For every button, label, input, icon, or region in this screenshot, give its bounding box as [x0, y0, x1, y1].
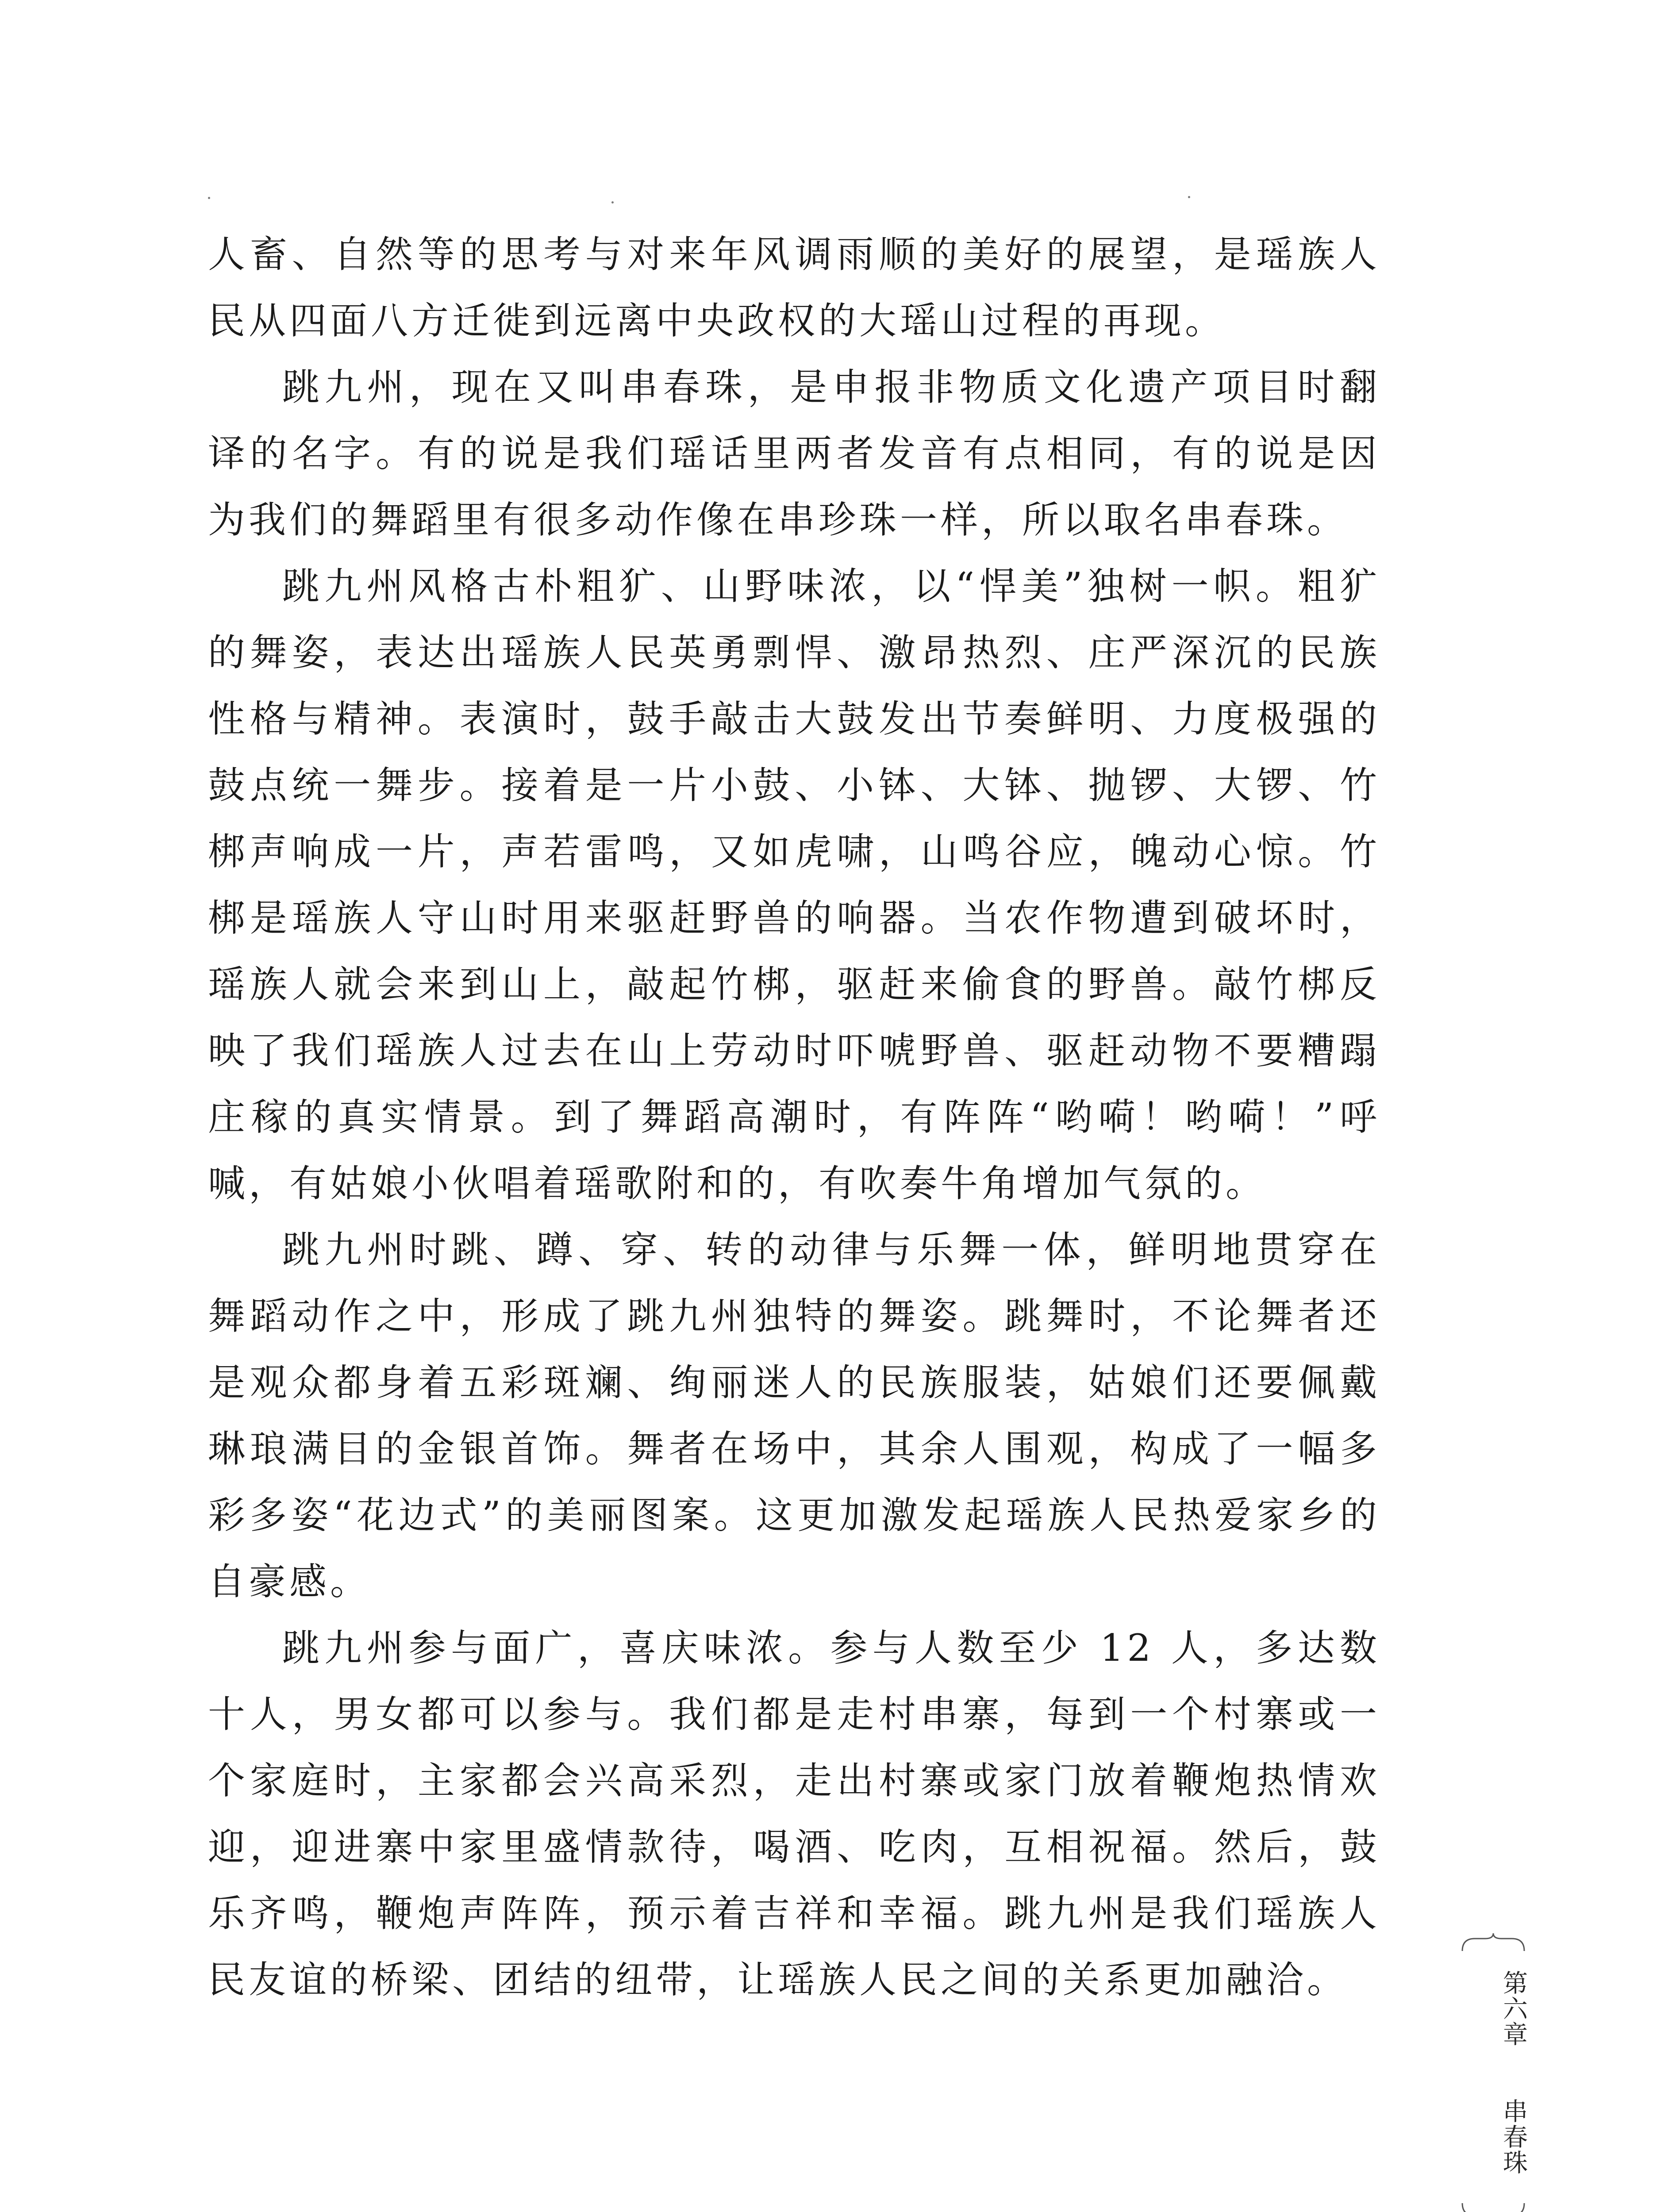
scan-dot: [208, 197, 210, 199]
scan-dot: [1188, 196, 1190, 198]
paragraph: 跳九州风格古朴粗犷、山野味浓，以“悍美”独树一帜。粗犷的舞姿，表达出瑶族人民英勇剽悍、激昂热烈、庄严深沉的民族性格与精神。表演时，鼓手敲击大鼓发出节奏鲜明、力度极强的鼓点统一舞步。接着是一片小鼓、小钵、大钵、抛锣、大锣、竹梆声响成一片，声若雷鸣，又如虎啸，山鸣谷应，魄动心惊。竹梆是瑶族人守山时用来驱赶野兽的响器。当农作物遭到破坏时，瑶族人就会来到山上，敲起竹梆，驱赶来偷食的野兽。敲竹梆反映了我们瑶族人过去在山上劳动时吓唬野兽、驱赶动物不要糟蹋庄稼的真实情景。到了舞蹈高潮时，有阵阵“哟嗬！哟嗬！”呼喊，有姑娘小伙唱着瑶歌附和的，有吹奏牛角增加气氛的。: [208, 565, 1380, 1205]
chapter-label: 第六章: [1499, 1970, 1528, 2047]
body-text: [208, 221, 1380, 2013]
paragraph-continuation: 人畜、自然等的思考与对来年风调雨顺的美好的展望，是瑶族人民从四面八方迁徙到远离中央政权的大瑶山过程的再现。: [208, 233, 1380, 342]
chapter-title: 串春珠: [1499, 2098, 1528, 2175]
paragraph: 跳九州参与面广，喜庆味浓。参与人数至少 12 人，多达数十人，男女都可以参与。我们都是走村串寨，每到一个村寨或一个家庭时，主家都会兴高采烈，走出村寨或家门放着鞭炮热情欢迎，迎进寨中家里盛情款待，喝酒、吃肉，互相祝福。然后，鼓乐齐鸣，鞭炮声阵阵，预示着吉祥和幸福。跳九州是我们瑶族人民友谊的桥梁、团结的纽带，让瑶族人民之间的关系更加融洽。: [208, 1626, 1380, 2001]
paragraph: 跳九州时跳、蹲、穿、转的动律与乐舞一体，鲜明地贯穿在舞蹈动作之中，形成了跳九州独特的舞姿。跳舞时，不论舞者还是观众都身着五彩斑斓、绚丽迷人的民族服装，姑娘们还要佩戴琳琅满目的金银首饰。舞者在场中，其余人围观，构成了一幅多彩多姿“花边式”的美丽图案。这更加激发起瑶族人民热爱家乡的自豪感。: [208, 1228, 1380, 1603]
scan-dot: [611, 201, 614, 204]
chapter-side-tab: [1458, 1933, 1529, 2212]
paragraph: 跳九州，现在又叫串春珠，是申报非物质文化遗产项目时翻译的名字。有的说是我们瑶话里两者发音有点相同，有的说是因为我们的舞蹈里有很多动作像在串珍珠一样，所以取名串春珠。: [208, 365, 1380, 541]
